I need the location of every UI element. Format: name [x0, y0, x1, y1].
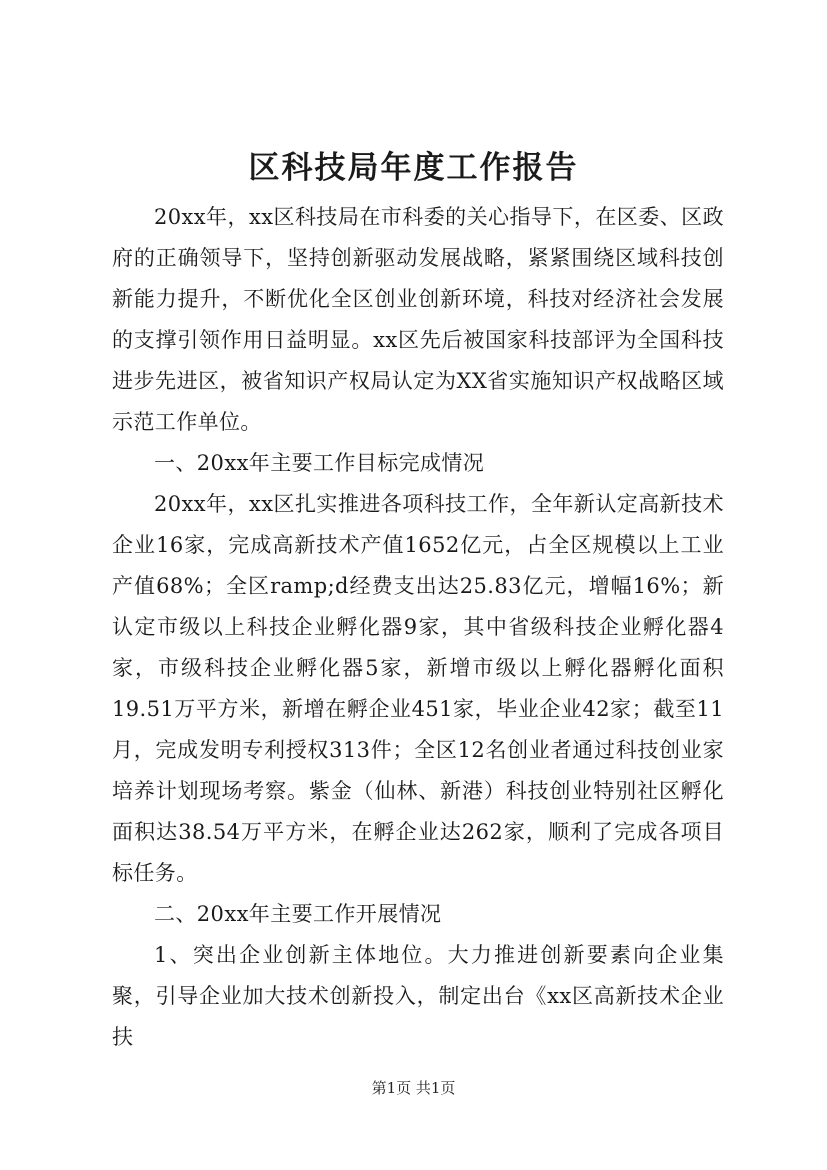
section-heading-1: 一、20xx年主要工作目标完成情况 — [154, 451, 485, 475]
section-heading-2: 二、20xx年主要工作开展情况 — [154, 902, 442, 926]
section-2-paragraph: 1、突出企业创新主体地位。大力推进创新要素向企业集聚，引导企业加大技术创新投入，制定出台《xx区高新技术企业扶 — [112, 943, 724, 1049]
document-title: 区科技局年度工作报告 — [248, 150, 579, 186]
section-1-paragraph: 20xx年，xx区扎实推进各项科技工作，全年新认定高新技术企业16家，完成高新技术产值1652亿元，占全区规模以上工业产值68%；全区ramp;d经费支出达25.83亿元，增幅16%；新认定市级以上科技企业孵化器9家，其中省级科技企业孵化器4家，市级科技企业孵化器5家，新增市级以上孵化器孵化面积19.51万平方米，新增在孵企业451家，毕业企业42家；截至11月，完成发明专利授权313件；全区12名创业者通过科技创业家培养计划现场考察。紫金（仙林、新港）科技创业特别社区孵化面积达38.54万平方米，在孵企业达262家，顺利了完成各项目标任务。 — [112, 492, 724, 885]
intro-paragraph: 20xx年，xx区科技局在市科委的关心指导下，在区委、区政府的正确领导下，坚持创新驱动发展战略，紧紧围绕区域科技创新能力提升，不断优化全区创业创新环境，科技对经济社会发展的支撑引领作用日益明显。xx区先后被国家科技部评为全国科技进步先进区，被省知识产权局认定为XX省实施知识产权战略区域示范工作单位。 — [112, 205, 724, 434]
page-footer: 第1页 共1页 — [371, 1079, 456, 1097]
document-body — [112, 197, 724, 1058]
